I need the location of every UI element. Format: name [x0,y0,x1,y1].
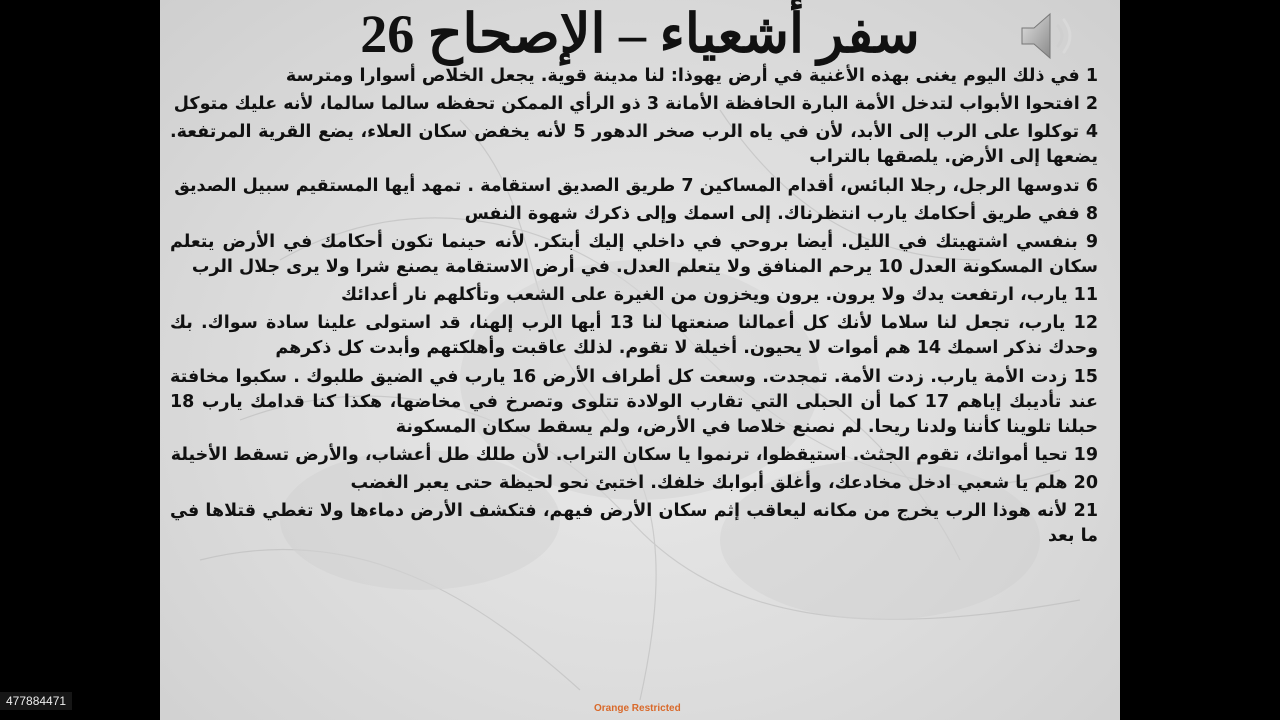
speaker-icon[interactable] [1016,6,1080,66]
verse-1: 1 في ذلك اليوم يغنى بهذه الأغنية في أرض يهوذا: لنا مدينة قوية. يجعل الخلاص أسوارا ومترسة [285,66,1098,86]
verse-19: 19 تحيا أمواتك، تقوم الجثث. استيقظوا، ترنموا يا سكان التراب. لأن طلك طل أعشاب، والأرض تسقط الأخيلة [170,444,1098,465]
verse-15-18: 15 زدت الأمة يارب. زدت الأمة. تمجدت. وسعت كل أطراف الأرض 16 يارب في الضيق طلبوك . سكبوا مخافتة عند تأديبك إياهم 17 كما أن الحبلى التي تقارب الولادة تتلوى وتصرخ في مخاضها، هكذا كنا قدامك يارب 18 حبلنا تلوينا كأننا ولدنا ريحا. لم نصنع خلاصا في الأرض، ولم يسقط سكان المسكونة [170,366,1098,437]
verse-9-10: 9 بنفسي اشتهيتك في الليل. أيضا بروحي في داخلي إليك أبتكر. لأنه حينما تكون أحكامك في الأرض يتعلم سكان المسكونة العدل 10 يرحم المنافق ولا يتعلم العدل. في أرض الاستقامة يصنع شرا ولا يرى جلال الرب [170,231,1098,277]
verse-6-7: 6 تدوسها الرجل، رجلا البائس، أقدام المساكين 7 طريق الصديق استقامة . تمهد أيها المستقيم سبيل الصديق [174,175,1098,196]
verse-21: 21 لأنه هوذا الرب يخرج من مكانه ليعاقب إثم سكان الأرض فيهم، فتكشف الأرض دماءها ولا تغطي قتلاها في ما بعد [170,501,1098,547]
verse-11: 11 يارب، ارتفعت يدك ولا يرون. يرون ويخزون من الغيرة على الشعب وتأكلهم نار أعدائك [340,285,1098,306]
verse-8: 8 ففي طريق أحكامك يارب انتظرناك. إلى اسمك وإلى ذكرك شهوة النفس [464,203,1098,224]
watermark-id: 477884471 [0,692,72,710]
verse-2-3: 2 افتحوا الأبواب لتدخل الأمة البارة الحافظة الأمانة 3 ذو الرأي الممكن تحفظه سالما سالما، لأنه عليك متوكل [173,94,1098,115]
verses-text [170,64,1098,552]
page-title: سفر أشعياء – الإصحاح 26 [360,4,920,64]
verse-4-5: 4 توكلوا على الرب إلى الأبد، لأن في ياه الرب صخر الدهور 5 لأنه يخفض سكان العلاء، يضع القرية المرتفعة. يضعها إلى الأرض. يلصقها بالتراب [170,122,1098,168]
restricted-label: Orange Restricted [594,703,681,714]
verse-20: 20 هلم يا شعبي ادخل مخادعك، وأغلق أبوابك خلفك. اختبئ نحو لحيظة حتى يعبر الغضب [350,472,1098,493]
verse-12-14: 12 يارب، تجعل لنا سلاما لأنك كل أعمالنا صنعتها لنا 13 أيها الرب إلهنا، قد استولى علينا سادة سواك. بك وحدك نذكر اسمك 14 هم أموات لا يحيون. أخيلة لا تقوم. لذلك عاقبت وأهلكتهم وأبدت كل ذكرهم [170,313,1099,359]
slide [160,0,1120,720]
